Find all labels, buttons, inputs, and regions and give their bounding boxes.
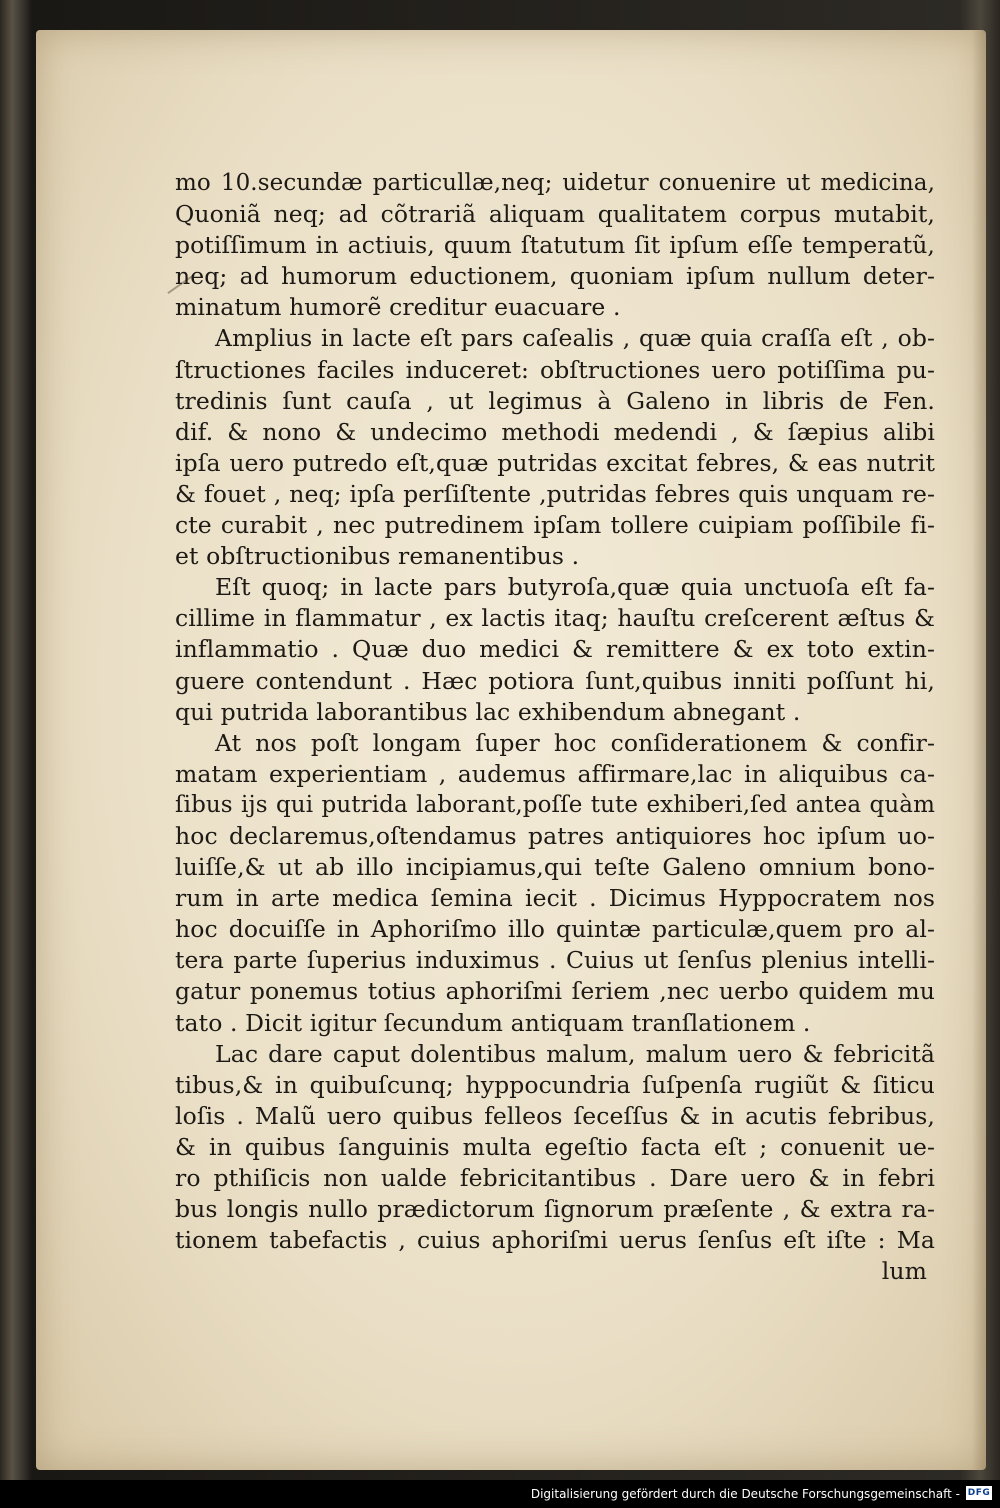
text-line: ſibus ijs qui putrida laborant,poſſe tute exhiberi,ſed antea quàm xyxy=(175,791,935,818)
text-line: Quoniã neq; ad cõtrariã aliquam qualitatem corpus mutabit, xyxy=(175,200,935,229)
text-line: Lac dare caput dolentibus malum, malum uero & febricitã xyxy=(215,1039,935,1068)
text-line: ro pthiſicis non ualde febricitantibus . Dare uero & in febri xyxy=(175,1164,935,1192)
text-line: dif. & nono & undecimo methodi medendi , & ſæpius alibi xyxy=(175,417,935,446)
text-line: tera parte ſuperius induximus . Cuius ut ſenſus plenius intelli- xyxy=(175,946,935,975)
text-line: cte curabit , nec putredinem ipſam tollere cuipiam poſſibile fi- xyxy=(175,511,935,540)
page-edge-shadow xyxy=(972,30,986,1470)
text-line: hoc declaremus,oſtendamus patres antiquiores hoc ipſum uo- xyxy=(175,821,935,850)
text-line: rum in arte medica ſemina iecit . Dicimus Hyppocratem nos xyxy=(175,884,935,913)
dfg-logo: DFG xyxy=(967,1488,991,1498)
funding-credit: Digitalisierung gefördert durch die Deutsche Forschungsgemeinschaft - xyxy=(530,1487,960,1501)
text-line: ſtructiones faciles induceret: obſtructiones uero potiſſima pu- xyxy=(175,355,935,384)
text-line: ipſa uero putredo eſt,quæ putridas excitat febres, & eas nutrit xyxy=(175,448,935,477)
text-line: neq; ad humorum eductionem, quoniam ipſum nullum deter- xyxy=(175,262,935,291)
digitization-footer xyxy=(0,1480,1000,1508)
text-line: tato . Dicit igitur ſecundum antiquam tranſlationem . xyxy=(175,1008,811,1037)
text-line: gatur ponemus totius aphoriſmi ſeriem ,nec uerbo quidem mu xyxy=(175,977,935,1006)
text-line: & fouet , neq; ipſa perſiſtente ,putridas febres quis unquam re- xyxy=(175,479,935,508)
text-line: mo 10.secundæ particullæ,neq; uidetur conuenire ut medicina, xyxy=(175,170,935,196)
text-line: potiſſimum in actiuis, quum ſtatutum ſit ipſum eſſe temperatũ, xyxy=(175,231,935,260)
text-line: minatum humorẽ creditur euacuare . xyxy=(175,293,621,322)
text-line: tibus,& in quibuſcunq; hyppocundria ſuſpenſa rugiũt & ſiticu xyxy=(175,1070,935,1099)
text-line: tionem tabefactis , cuius aphoriſmi uerus ſenſus eſt iſte : Ma xyxy=(175,1226,935,1255)
text-line: tredinis ſunt cauſa , ut legimus à Galeno in libris de Fen. xyxy=(175,386,935,415)
page-text xyxy=(175,168,935,1287)
text-line: qui putrida laborantibus lac exhibendum abnegant . xyxy=(175,697,801,726)
text-line: loſis . Malũ uero quibus felleos ſeceſſus & in acutis febribus, xyxy=(175,1101,935,1130)
text-line: matam experientiam , audemus affirmare,lac in aliquibus ca- xyxy=(175,759,935,788)
text-line: luiſſe,& ut ab illo incipiamus,qui teſte Galeno omnium bono- xyxy=(175,853,935,882)
text-line: et obſtructionibus remanentibus . xyxy=(175,542,580,571)
text-line: bus longis nullo prædictorum ſignorum præſente , & extra ra- xyxy=(175,1195,935,1224)
text-line: Eſt quoq; in lacte pars butyroſa,quæ quia unctuoſa eſt fa- xyxy=(215,573,935,602)
text-line: guere contendunt . Hæc potiora ſunt,quibus inniti poſſunt hi, xyxy=(175,666,935,695)
text-line: Amplius in lacte eſt pars caſealis , quæ quia craſſa eſt , ob- xyxy=(215,324,935,353)
text-line: At nos poſt longam ſuper hoc conſiderationem & confir- xyxy=(215,728,935,757)
catchword: lum xyxy=(881,1257,927,1286)
text-line: cillime in flammatur , ex lactis itaq; hauſtu creſcerent æſtus & xyxy=(175,604,935,633)
text-line: & in quibus ſanguinis multa egeſtio facta eſt ; conuenit ue- xyxy=(175,1132,935,1161)
text-line: hoc docuiſſe in Aphoriſmo illo quintæ particulæ,quem pro al- xyxy=(175,915,935,944)
text-line: inflammatio . Quæ duo medici & remittere & ex toto extin- xyxy=(175,635,935,664)
